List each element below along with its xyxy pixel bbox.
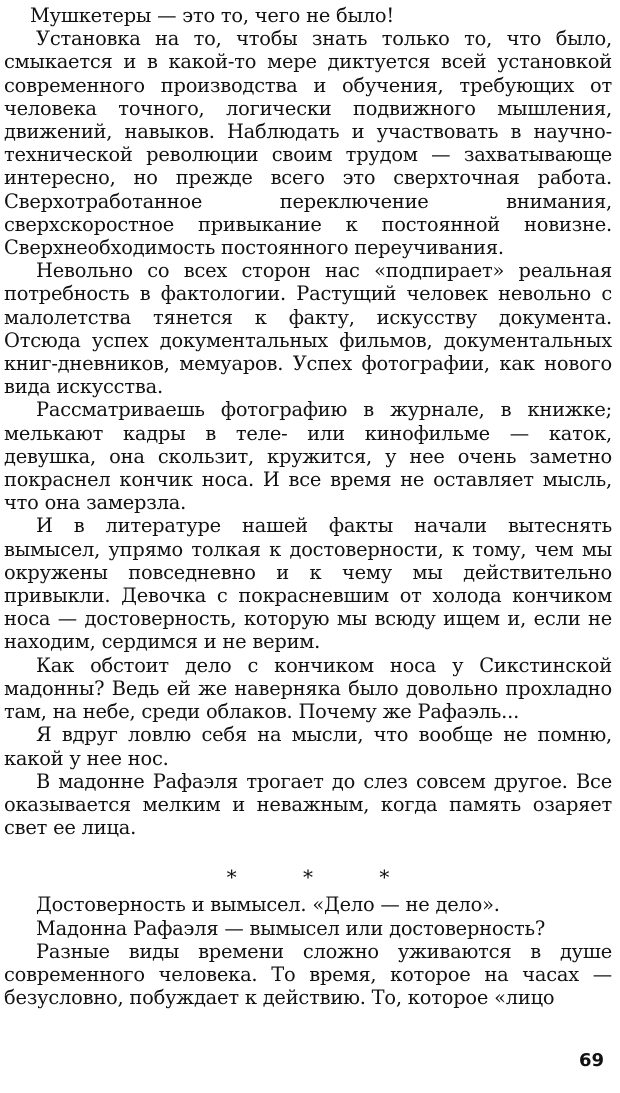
paragraph: Я вдруг ловлю себя на мысли, что вообще не помню, какой у нее нос. <box>4 723 612 770</box>
page-number: 69 <box>578 1050 604 1071</box>
paragraph: Рассматриваешь фотографию в журнале, в книжке; мелькают кадры в теле- или кинофильме — каток, девушка, она скользит, кружится, у нее очень заметно покраснел кончик носа. И все время не оставляет мысль, что она замерзла. <box>4 398 612 515</box>
paragraph: Как обстоит дело с кончиком носа у Сикстинской мадонны? Ведь ей же наверняка было довольно прохладно там, на небе, среди облаков. Почему же Рафаэль... <box>4 653 612 724</box>
paragraph: Мадонна Рафаэля — вымысел или достоверность? <box>36 916 546 940</box>
paragraph: Мушкетеры — это то, чего не было! <box>30 4 394 27</box>
paragraph: Достоверность и вымысел. «Дело — не дело». <box>36 893 500 917</box>
paragraph: Невольно со всех сторон нас «подпирает» реальная потребность в фактологии. Растущий человек невольно с малолетства тянется к факту, искусству документа. Отсюда успех документальных фильмов, документальных книг-дневников, мемуаров. Успех фотографии, как нового вида искусства. <box>4 259 612 399</box>
paragraph: Установка на то, чтобы знать только то, что было, смыкается и в какой-то мере диктуется всей установкой современного производства и обучения, требующих от человека точного, логически подвижного мышления, движений, навыков. Наблюдать и участвовать в научно-технической революции своим трудом — захватывающе интересно, но прежде всего это сверхточная работа. Сверхотработанное переключение внимания, сверхскоростное привыкание к постоянной новизне. Сверхнеобходимость постоянного переучивания. <box>4 27 612 260</box>
paragraph: В мадонне Рафаэля трогает до слез совсем другое. Все оказывается мелким и неважным, когда память озаряет свет ее лица. <box>4 769 612 840</box>
main-text <box>4 4 612 1009</box>
book-page <box>4 4 612 1089</box>
paragraph: Разные виды времени сложно уживаются в душе современного человека. То время, которое на часах — безусловно, побуждает к действию. То, которое «лицо <box>4 939 612 1010</box>
paragraph: И в литературе нашей факты начали вытеснять вымысел, упрямо толкая к достоверности, к тому, чем мы окружены повседневно и к чему мы действительно привыкли. Девочка с покрасневшим от холода кончиком носа — достоверность, которую мы всюду ищем и, если не находим, сердимся и не верим. <box>4 514 612 654</box>
section-separator: * * * <box>226 865 420 890</box>
